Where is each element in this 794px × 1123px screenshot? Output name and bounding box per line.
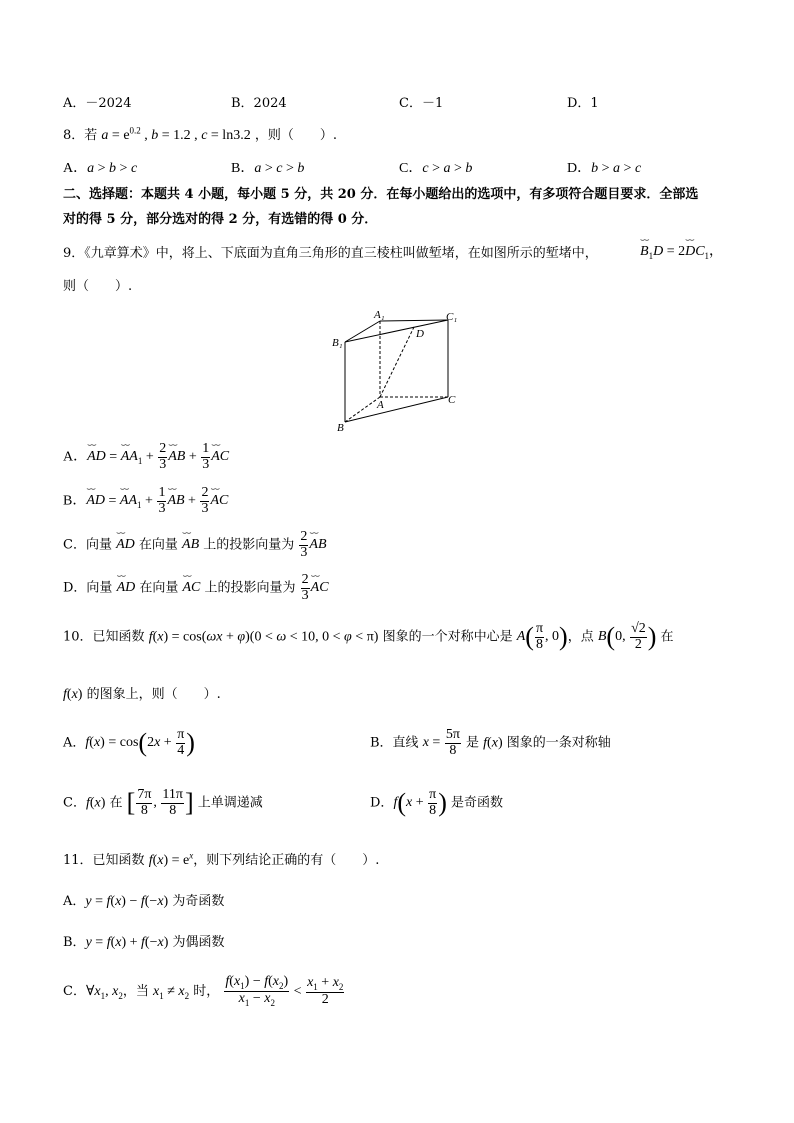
q11-option-a: A．y = f(x) − f(−x) 为奇函数 <box>63 894 225 909</box>
q9-stem-math: ⌣⌣ $B_1D$ = 2⌣⌣ $DC_1$， <box>640 240 723 261</box>
label-c1: C₁ <box>446 311 458 323</box>
prism-figure <box>330 305 465 435</box>
q9-stem-line2: 则（ ）. <box>63 279 133 294</box>
label-a1: A₁ <box>374 309 385 321</box>
q8-math: $a = e^{0.2}$ , b = 1.2 , c = ln3.2 <box>101 125 251 143</box>
q8-option-b: B．a > c > b <box>231 161 305 176</box>
q8-suffix: ，则（ ）. <box>254 128 337 143</box>
q8-option-d: D．b > a > c <box>567 161 642 176</box>
edge-b1c1 <box>345 320 448 342</box>
label-c: C <box>448 394 456 406</box>
label-d: D <box>416 328 424 340</box>
label-b: B <box>337 422 344 434</box>
edge-a1c1 <box>380 320 448 321</box>
q7-option-d: D．1 <box>567 96 599 111</box>
label-a: A <box>377 399 384 411</box>
q9-option-c: C．向量 ⌣⌣ AD 在向量 ⌣⌣ AB 上的投影向量为 $\frac{2}{3}$ ⌣⌣ AB <box>63 530 327 560</box>
q9-option-a: A．⌣⌣ AD = ⌣⌣ $AA_1$ + $\frac{2}{3}$ ⌣⌣ AB + $\frac{1}{3}$ ⌣⌣ AC <box>63 442 229 472</box>
q10-option-a: A．f(x) = cos(2x + $\frac{\pi}{4}$ ) <box>63 727 195 758</box>
q11-option-b: B．y = f(x) + f(−x) 为偶函数 <box>63 935 225 950</box>
q8-option-a: A．a > b > c <box>63 161 138 176</box>
q9-option-b: B．⌣⌣ AD = ⌣⌣ $AA_1$ + $\frac{1}{3}$ ⌣⌣ AB + $\frac{2}{3}$ ⌣⌣ AC <box>63 486 228 516</box>
q7-option-a: A．－2024 <box>63 96 132 111</box>
q7-option-c: C．－1 <box>399 96 444 111</box>
q8-stem <box>63 124 337 144</box>
q11-stem: 11．已知函数 $f(x) = e^x$，则下列结论正确的有（ ）. <box>63 850 380 868</box>
q10-stem-line2: f(x) 的图象上，则（ ）. <box>63 687 221 702</box>
q7-option-b: B．2024 <box>231 96 287 111</box>
q9-option-d: D．向量 ⌣⌣ AD 在向量 ⌣⌣ AC 上的投影向量为 $\frac{2}{3}$ ⌣⌣ AC <box>63 573 329 603</box>
section2-line1: 二、选择题：本题共 4 小题，每小题 5 分，共 20 分．在每小题给出的选项中，有多项符合题目要求．全部选 <box>63 187 699 202</box>
q10-option-b: B．直线 x = $\frac{5\pi}{8}$ 是 f(x) 图象的一条对称轴 <box>370 727 611 758</box>
edge-ad <box>380 327 414 397</box>
q10-option-d: D．f(x + $\frac{\pi}{8}$ ) 是奇函数 <box>370 787 504 818</box>
edge-bc <box>345 397 448 422</box>
edge-b1a1 <box>345 321 380 342</box>
q10-option-c: C．f(x) 在 [ $\frac{7\pi}{8}$ , $\frac{11\pi}{8}$ ] 上单调递减 <box>63 787 263 818</box>
q8-option-c: C．c > a > b <box>399 161 473 176</box>
q11-option-c: C．$\forall x_1$, $x_2$，当 $x_1 \ne x_2$ 时， $\frac{f(x_1) - f(x_2)}{x_1 - x_2}$ < $\frac{x_1 + x_2}{2}$ <box>63 974 344 1009</box>
section2-line2: 对的得 5 分，部分选对的得 2 分，有选错的得 0 分． <box>63 212 378 227</box>
label-b1: B₁ <box>332 337 343 349</box>
q8-prefix: 8．若 <box>63 128 98 143</box>
q10-stem: 10．已知函数 f(x) = cos(ωx + φ)(0 < ω < 10, 0 < φ < π) 图象的一个对称中心是 A( $\frac{\pi}{8}$ , 0)，点 B(0, $\frac{√2}{2}$ ) 在 <box>63 621 674 652</box>
q9-stem-line1: 9．《九章算术》中，将上、下底面为直角三角形的直三棱柱叫做堑堵，在如图所示的堑堵中， <box>63 246 598 261</box>
